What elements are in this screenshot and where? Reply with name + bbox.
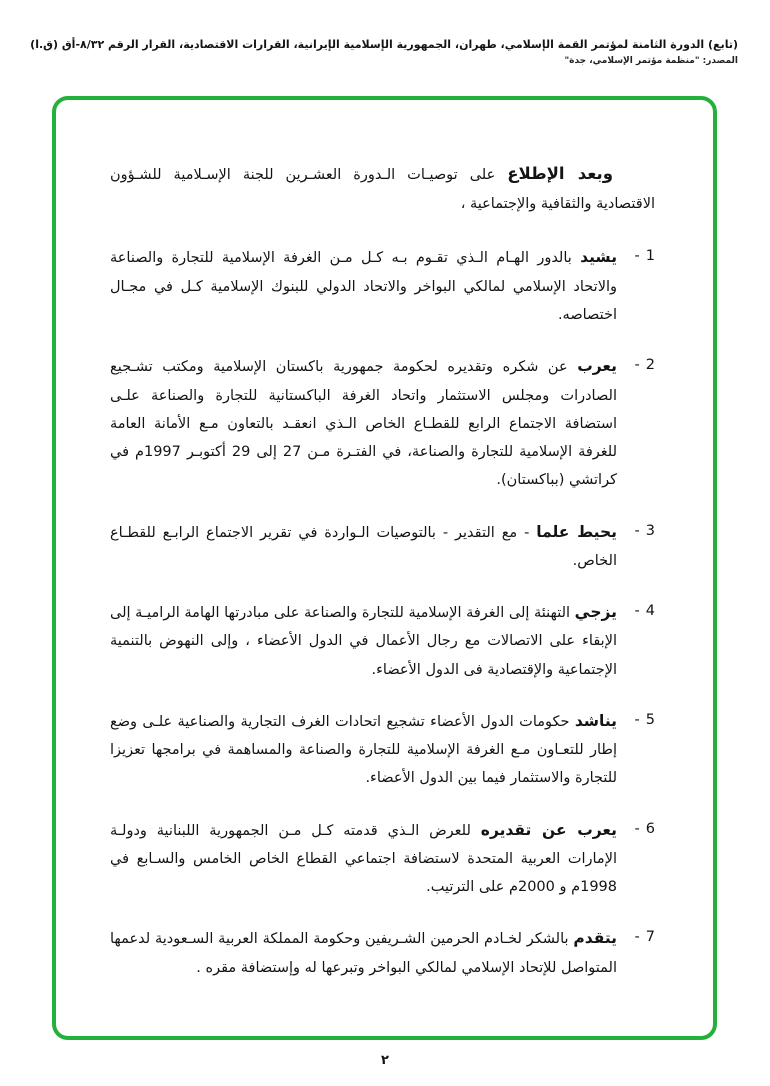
item-number-value: 4 bbox=[645, 603, 655, 620]
list-item bbox=[110, 517, 655, 576]
item-lead: يناشد bbox=[574, 711, 618, 730]
document-content bbox=[110, 158, 655, 1016]
item-number-value: 1 bbox=[645, 248, 655, 265]
item-lead: يعرب عن تقديره bbox=[480, 820, 618, 839]
item-number bbox=[627, 815, 655, 902]
item-number bbox=[627, 517, 655, 576]
item-number-dash: - bbox=[634, 820, 640, 837]
item-number-value: 2 bbox=[645, 357, 655, 374]
item-text bbox=[110, 242, 617, 329]
item-lead: يشيد bbox=[580, 248, 618, 267]
item-body: عن شكره وتقديره لحكومة جمهورية باكستان الإسلامية ومكتب تشـجيع الصادرات ومجلس الاستثمار واتحاد الغرفة الباكستانية للتجارة والصناعة علـى استضافة الاجتماع الرابع للقطـاع الخاص الـذي انعقـد بالتعاون مـع الأمانة العامة للغرفة الإسلامية للتجارة والصناعة، في الفتـرة مـن 27 إلى 29 أكتوبـر 1997م في كراتشي (بباكستان). bbox=[110, 359, 617, 489]
item-text bbox=[110, 597, 617, 684]
item-number-value: 5 bbox=[645, 711, 655, 728]
page-number: ٢ bbox=[381, 1053, 389, 1068]
green-content-frame bbox=[52, 96, 717, 1040]
intro-lead: وبعد الإطلاع bbox=[507, 164, 614, 183]
item-number bbox=[627, 706, 655, 793]
item-number-dash: - bbox=[634, 248, 640, 265]
item-lead: يعرب bbox=[577, 357, 617, 376]
item-number bbox=[627, 597, 655, 684]
item-number-value: 6 bbox=[645, 820, 655, 837]
intro-paragraph bbox=[110, 158, 655, 218]
list-item bbox=[110, 597, 655, 684]
item-number-dash: - bbox=[634, 357, 640, 374]
header-title: (تابع) الدورة الثامنة لمؤتمر القمة الإسلامي، طهران، الجمهورية الإسلامية الإيرانية، القرارات الاقتصادية، القرار الرقم ٨/٣٢-أق (ق.ا) bbox=[30, 38, 738, 51]
item-number-dash: - bbox=[634, 711, 640, 728]
item-body: بالدور الهـام الـذي تقـوم بـه كـل مـن الغرفة الإسلامية للتجارة والصناعة والاتحاد الإسلامي لمالكي البواخر والاتحاد الدولي للبنوك الإسلامية كـل في مجـال اختصاصه. bbox=[110, 250, 617, 323]
header-source: المصدر: "منظمة مؤتمر الإسلامي، جدة" bbox=[564, 56, 738, 66]
item-text bbox=[110, 706, 617, 793]
item-text bbox=[110, 923, 617, 982]
item-body: للعرض الـذي قدمته كـل مـن الجمهورية اللبنانية ودولـة الإمارات العربية المتحدة لاستضافة اجتماعي القطاع الخاص الخامس والسـابع في 1998م و 2000م على الترتيب. bbox=[110, 822, 617, 896]
item-lead: يحيط علما bbox=[536, 522, 617, 541]
item-number-value: 7 bbox=[645, 929, 655, 946]
page-header bbox=[30, 38, 738, 66]
item-text bbox=[110, 517, 617, 576]
item-lead: يتقدم bbox=[573, 929, 617, 948]
item-body: - مع التقدير - بالتوصيات الـواردة في تقرير الاجتماع الرابـع للقطـاع الخاص. bbox=[110, 524, 617, 569]
list-item bbox=[110, 706, 655, 793]
item-number-dash: - bbox=[634, 929, 640, 946]
list-item bbox=[110, 242, 655, 329]
item-number bbox=[627, 923, 655, 982]
item-number-dash: - bbox=[634, 603, 640, 620]
item-number-dash: - bbox=[634, 522, 640, 539]
item-body: بالشكر لخـادم الحرمين الشـريفين وحكومة المملكة العربية السـعودية لدعمها المتواصل للإتحاد الإسلامي لمالكي البواخر وتبرعها له وإستضافة مقره . bbox=[110, 931, 617, 976]
item-number bbox=[627, 242, 655, 329]
item-body: التهنئة إلى الغرفة الإسلامية للتجارة والصناعة على مبادرتها الهامة الراميـة إلى الإبقاء على الاتصالات مع رجال الأعمال في الدول الأعضاء ، وإلى النهوض بالتنمية الإجتماعية والإقتصادية فى الدول الأعضاء. bbox=[110, 605, 617, 678]
list-item bbox=[110, 923, 655, 982]
item-body: حكومات الدول الأعضاء تشجيع اتحادات الغرف التجارية والصناعية علـى وضع إطار للتعـاون مـع الغرفة الإسلامية للتجارة والصناعة والمساهمة في برامجها تعزيزا للتجارة والاستثمار فيما بين الدول الأعضاء. bbox=[110, 713, 617, 787]
item-text bbox=[110, 351, 617, 494]
item-number-value: 3 bbox=[645, 522, 655, 539]
list-item bbox=[110, 351, 655, 494]
list-item bbox=[110, 815, 655, 902]
item-text bbox=[110, 815, 617, 902]
item-number bbox=[627, 351, 655, 494]
item-lead: يزجي bbox=[574, 603, 617, 622]
intro-text: على توصيـات الـدورة العشـرين للجنة الإسـلامية للشـؤون الاقتصادية والثقافية والإجتماعية ، bbox=[110, 167, 655, 213]
